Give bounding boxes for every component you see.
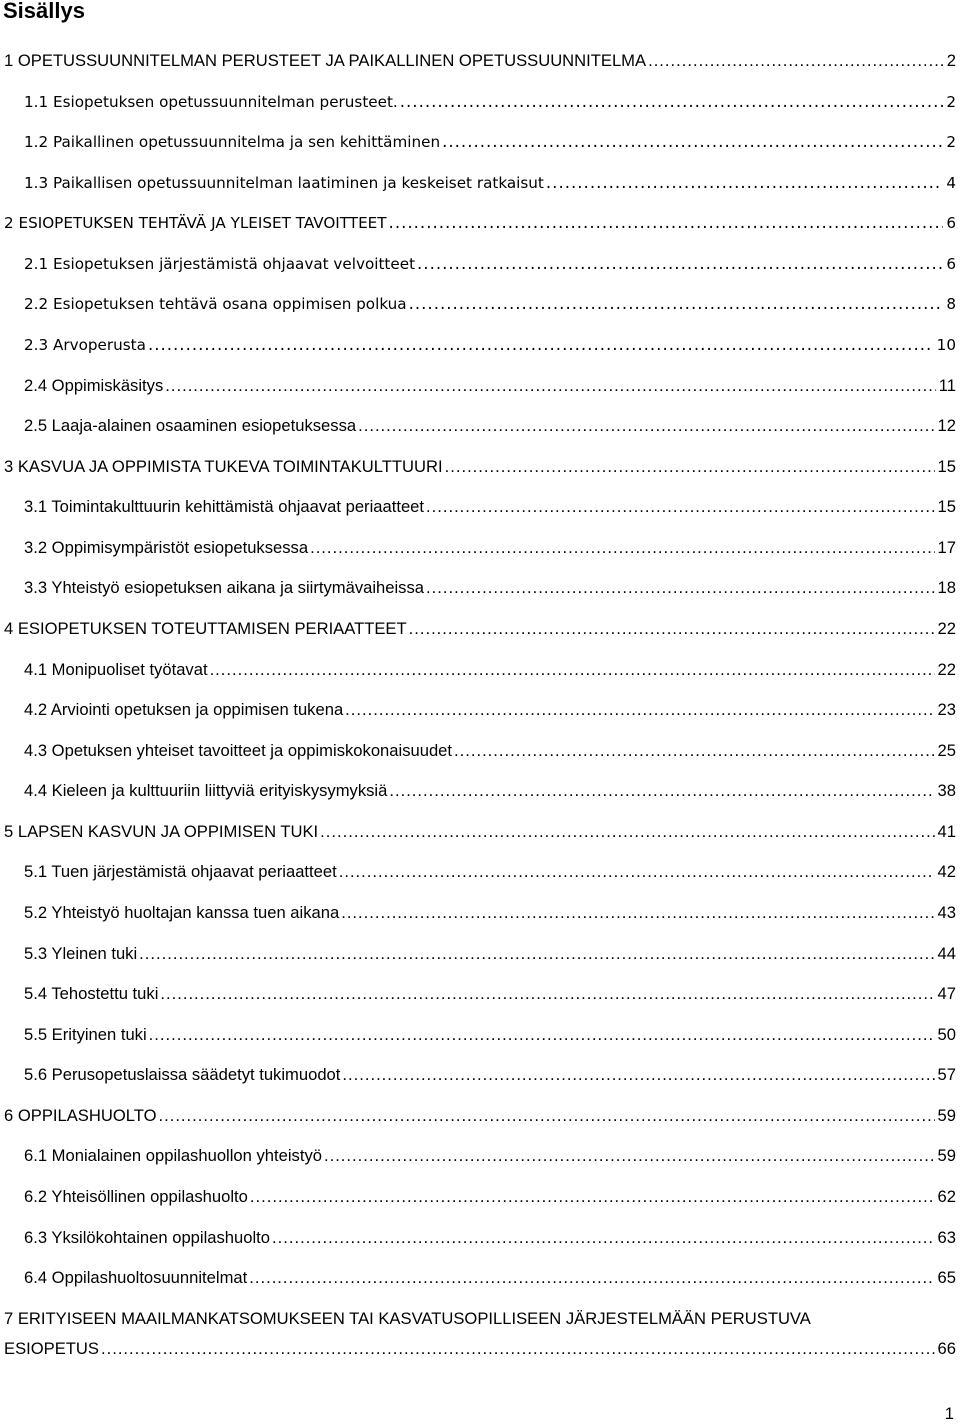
toc-leader bbox=[409, 293, 944, 315]
toc-page-number: 66 bbox=[937, 1339, 956, 1358]
toc-entry[interactable] bbox=[24, 375, 956, 397]
toc-page-number: 43 bbox=[937, 903, 956, 922]
toc-leader bbox=[158, 1105, 934, 1127]
toc-page-number: 25 bbox=[937, 741, 956, 760]
toc-entry-text: 5.6 Perusopetuslaissa säädetyt tukimuodot bbox=[24, 1065, 341, 1084]
toc-leader bbox=[272, 1227, 935, 1249]
toc-entry[interactable] bbox=[24, 983, 956, 1005]
toc-page-number: 50 bbox=[937, 1025, 956, 1044]
toc-entry[interactable] bbox=[24, 1267, 956, 1289]
toc-page-number: 62 bbox=[937, 1187, 956, 1206]
toc-page-number: 63 bbox=[937, 1228, 956, 1247]
toc-entry[interactable] bbox=[24, 496, 956, 518]
toc-leader bbox=[341, 902, 934, 924]
toc-leader bbox=[546, 172, 943, 194]
toc-entry-text: 3.2 Oppimisympäristöt esiopetuksessa bbox=[24, 538, 309, 557]
toc-entry[interactable] bbox=[24, 334, 956, 356]
toc-entry-text: 6.2 Yhteisöllinen oppilashuolto bbox=[24, 1187, 248, 1206]
toc-page-number: 18 bbox=[937, 578, 956, 597]
toc-leader bbox=[409, 618, 935, 640]
toc-leader bbox=[210, 659, 935, 681]
toc-entry-text: 1.3 Paikallisen opetussuunnitelman laatiminen ja keskeiset ratkaisut bbox=[24, 174, 544, 192]
toc-entry-text: 6 OPPILASHUOLTO bbox=[4, 1106, 157, 1125]
toc-leader bbox=[165, 375, 936, 397]
toc-entry[interactable] bbox=[4, 618, 956, 640]
toc-entry[interactable] bbox=[24, 415, 956, 437]
toc-page-number: 41 bbox=[937, 822, 956, 841]
toc-entry-text: 1.1 Esiopetuksen opetussuunnitelman perusteet. bbox=[24, 93, 398, 111]
toc-entry[interactable] bbox=[4, 456, 956, 478]
toc-entry-text: 2 ESIOPETUKSEN TEHTÄVÄ JA YLEISET TAVOITTEET bbox=[4, 214, 387, 232]
toc-entry-text: 6.1 Monialainen oppilashuollon yhteistyö bbox=[24, 1146, 322, 1165]
toc-leader bbox=[342, 1064, 934, 1086]
toc-entry-text: 2.5 Laaja-alainen osaaminen esiopetuksessa bbox=[24, 416, 357, 435]
toc-page-number: 17 bbox=[937, 538, 956, 557]
toc-entry[interactable] bbox=[24, 1145, 956, 1167]
toc-page-number: 2 bbox=[946, 51, 956, 70]
toc-entry-text: 4 ESIOPETUKSEN TOTEUTTAMISEN PERIAATTEET bbox=[4, 619, 407, 638]
toc-page-number: 15 bbox=[937, 497, 956, 516]
toc-entry[interactable] bbox=[24, 699, 956, 721]
toc-entry-text: 5.4 Tehostettu tuki bbox=[24, 984, 159, 1003]
toc-leader bbox=[454, 740, 935, 762]
toc-entry-wrapped-line[interactable]: 7 ERITYISEEN MAAILMANKATSOMUKSEEN TAI KASVATUSOPILLISEEN JÄRJESTELMÄÄN PERUSTUVA bbox=[4, 1309, 811, 1328]
toc-leader bbox=[148, 334, 934, 356]
toc-page-number: 23 bbox=[937, 700, 956, 719]
toc-leader bbox=[426, 496, 935, 518]
toc-entry[interactable] bbox=[24, 1064, 956, 1086]
toc-page-number: 22 bbox=[937, 660, 956, 679]
toc-page-number: 15 bbox=[937, 457, 956, 476]
toc-entry-text: 2.3 Arvoperusta bbox=[24, 336, 146, 354]
toc-page-number: 38 bbox=[937, 781, 956, 800]
toc-entry-text: 3.1 Toimintakulttuurin kehittämistä ohjaavat periaatteet bbox=[24, 497, 425, 516]
toc-page-number: 57 bbox=[937, 1065, 956, 1084]
toc-leader bbox=[320, 821, 934, 843]
toc-leader bbox=[389, 212, 944, 234]
toc-leader bbox=[250, 1186, 935, 1208]
toc-entry-text: 6.4 Oppilashuoltosuunnitelmat bbox=[24, 1268, 248, 1287]
toc-page-number: 8 bbox=[946, 295, 956, 313]
toc-entry[interactable] bbox=[4, 821, 956, 843]
toc-entry-text: 4.1 Monipuoliset työtavat bbox=[24, 660, 208, 679]
toc-leader bbox=[345, 699, 934, 721]
toc-entry[interactable] bbox=[24, 861, 956, 883]
toc-entry-text: 5.2 Yhteistyö huoltajan kanssa tuen aikana bbox=[24, 903, 340, 922]
toc-entry-text: 4.3 Opetuksen yhteiset tavoitteet ja oppimiskokonaisuudet bbox=[24, 741, 453, 760]
toc-entry[interactable] bbox=[24, 172, 956, 194]
toc-entry[interactable] bbox=[24, 780, 956, 802]
toc-page-number: 42 bbox=[937, 862, 956, 881]
toc-entry[interactable] bbox=[24, 577, 956, 599]
toc-leader bbox=[445, 456, 935, 478]
toc-page-number: 59 bbox=[937, 1106, 956, 1125]
toc-leader bbox=[149, 1024, 935, 1046]
toc-page-number: 11 bbox=[938, 376, 956, 395]
toc-page-number: 59 bbox=[937, 1146, 956, 1165]
toc-leader bbox=[389, 780, 934, 802]
toc-entry-text: 2.1 Esiopetuksen järjestämistä ohjaavat velvoitteet bbox=[24, 255, 416, 273]
toc-entry[interactable] bbox=[4, 212, 956, 234]
toc-entry-text: 1.2 Paikallinen opetussuunnitelma ja sen kehittäminen bbox=[24, 133, 441, 151]
toc-entry[interactable] bbox=[4, 1105, 956, 1127]
page-number: 1 bbox=[944, 1404, 954, 1423]
toc-entry[interactable] bbox=[4, 50, 956, 72]
toc-entry[interactable] bbox=[24, 943, 956, 965]
toc-entry[interactable] bbox=[24, 1227, 956, 1249]
toc-entry[interactable] bbox=[24, 537, 956, 559]
toc-entry-text: 5 LAPSEN KASVUN JA OPPIMISEN TUKI bbox=[4, 822, 319, 841]
toc-entry-text: 5.3 Yleinen tuki bbox=[24, 944, 138, 963]
toc-entry[interactable] bbox=[24, 1186, 956, 1208]
toc-entry[interactable] bbox=[24, 131, 956, 153]
toc-entry-text: 6.3 Yksilökohtainen oppilashuolto bbox=[24, 1228, 271, 1247]
page-title: Sisällys bbox=[3, 0, 85, 23]
toc-entry[interactable] bbox=[24, 253, 956, 275]
toc-page-number: 2 bbox=[946, 93, 956, 111]
toc-page-number: 65 bbox=[937, 1268, 956, 1287]
toc-leader bbox=[400, 91, 944, 113]
toc-page-number: 47 bbox=[937, 984, 956, 1003]
toc-entry-text: 2.2 Esiopetuksen tehtävä osana oppimisen polkua bbox=[24, 295, 407, 313]
toc-page-number: 10 bbox=[936, 336, 956, 354]
toc-page-number: 12 bbox=[937, 416, 956, 435]
toc-entry-text: ESIOPETUS bbox=[4, 1339, 99, 1358]
toc-page-number: 22 bbox=[937, 619, 956, 638]
toc-leader bbox=[358, 415, 934, 437]
toc-leader bbox=[426, 577, 935, 599]
toc-leader bbox=[101, 1338, 935, 1360]
toc-leader bbox=[324, 1145, 935, 1167]
toc-entry[interactable] bbox=[24, 659, 956, 681]
toc-leader bbox=[339, 861, 935, 883]
toc-entry[interactable] bbox=[24, 902, 956, 924]
toc-leader bbox=[310, 537, 934, 559]
toc-page-number: 44 bbox=[937, 944, 956, 963]
toc-leader bbox=[160, 983, 934, 1005]
toc-entry-text: 3.3 Yhteistyö esiopetuksen aikana ja siirtymävaiheissa bbox=[24, 578, 425, 597]
toc-page-number: 2 bbox=[946, 133, 956, 151]
toc-entry-text: 4.2 Arviointi opetuksen ja oppimisen tukena bbox=[24, 700, 344, 719]
toc-leader bbox=[139, 943, 934, 965]
toc-entry-text: 4.4 Kieleen ja kulttuuriin liittyviä erityiskysymyksiä bbox=[24, 781, 388, 800]
toc-entry[interactable] bbox=[24, 91, 956, 113]
toc-leader bbox=[648, 50, 944, 72]
toc-entry[interactable] bbox=[24, 740, 956, 762]
toc-page-number: 6 bbox=[946, 255, 956, 273]
toc-page-number: 4 bbox=[946, 174, 956, 192]
toc-leader bbox=[442, 131, 943, 153]
toc-entry-text: 3 KASVUA JA OPPIMISTA TUKEVA TOIMINTAKULTTUURI bbox=[4, 457, 443, 476]
toc-entry[interactable] bbox=[24, 293, 956, 315]
toc-entry-text: 2.4 Oppimiskäsitys bbox=[24, 376, 164, 395]
toc-entry-text: 1 OPETUSSUUNNITELMAN PERUSTEET JA PAIKALLINEN OPETUSSUUNNITELMA bbox=[4, 51, 647, 70]
toc-entry[interactable] bbox=[4, 1338, 956, 1360]
toc-leader bbox=[417, 253, 943, 275]
toc-leader bbox=[249, 1267, 934, 1289]
toc-page-number: 6 bbox=[946, 214, 956, 232]
toc-entry-text: 5.1 Tuen järjestämistä ohjaavat periaatteet bbox=[24, 862, 337, 881]
toc-entry[interactable] bbox=[24, 1024, 956, 1046]
toc-entry-text: 5.5 Erityinen tuki bbox=[24, 1025, 147, 1044]
